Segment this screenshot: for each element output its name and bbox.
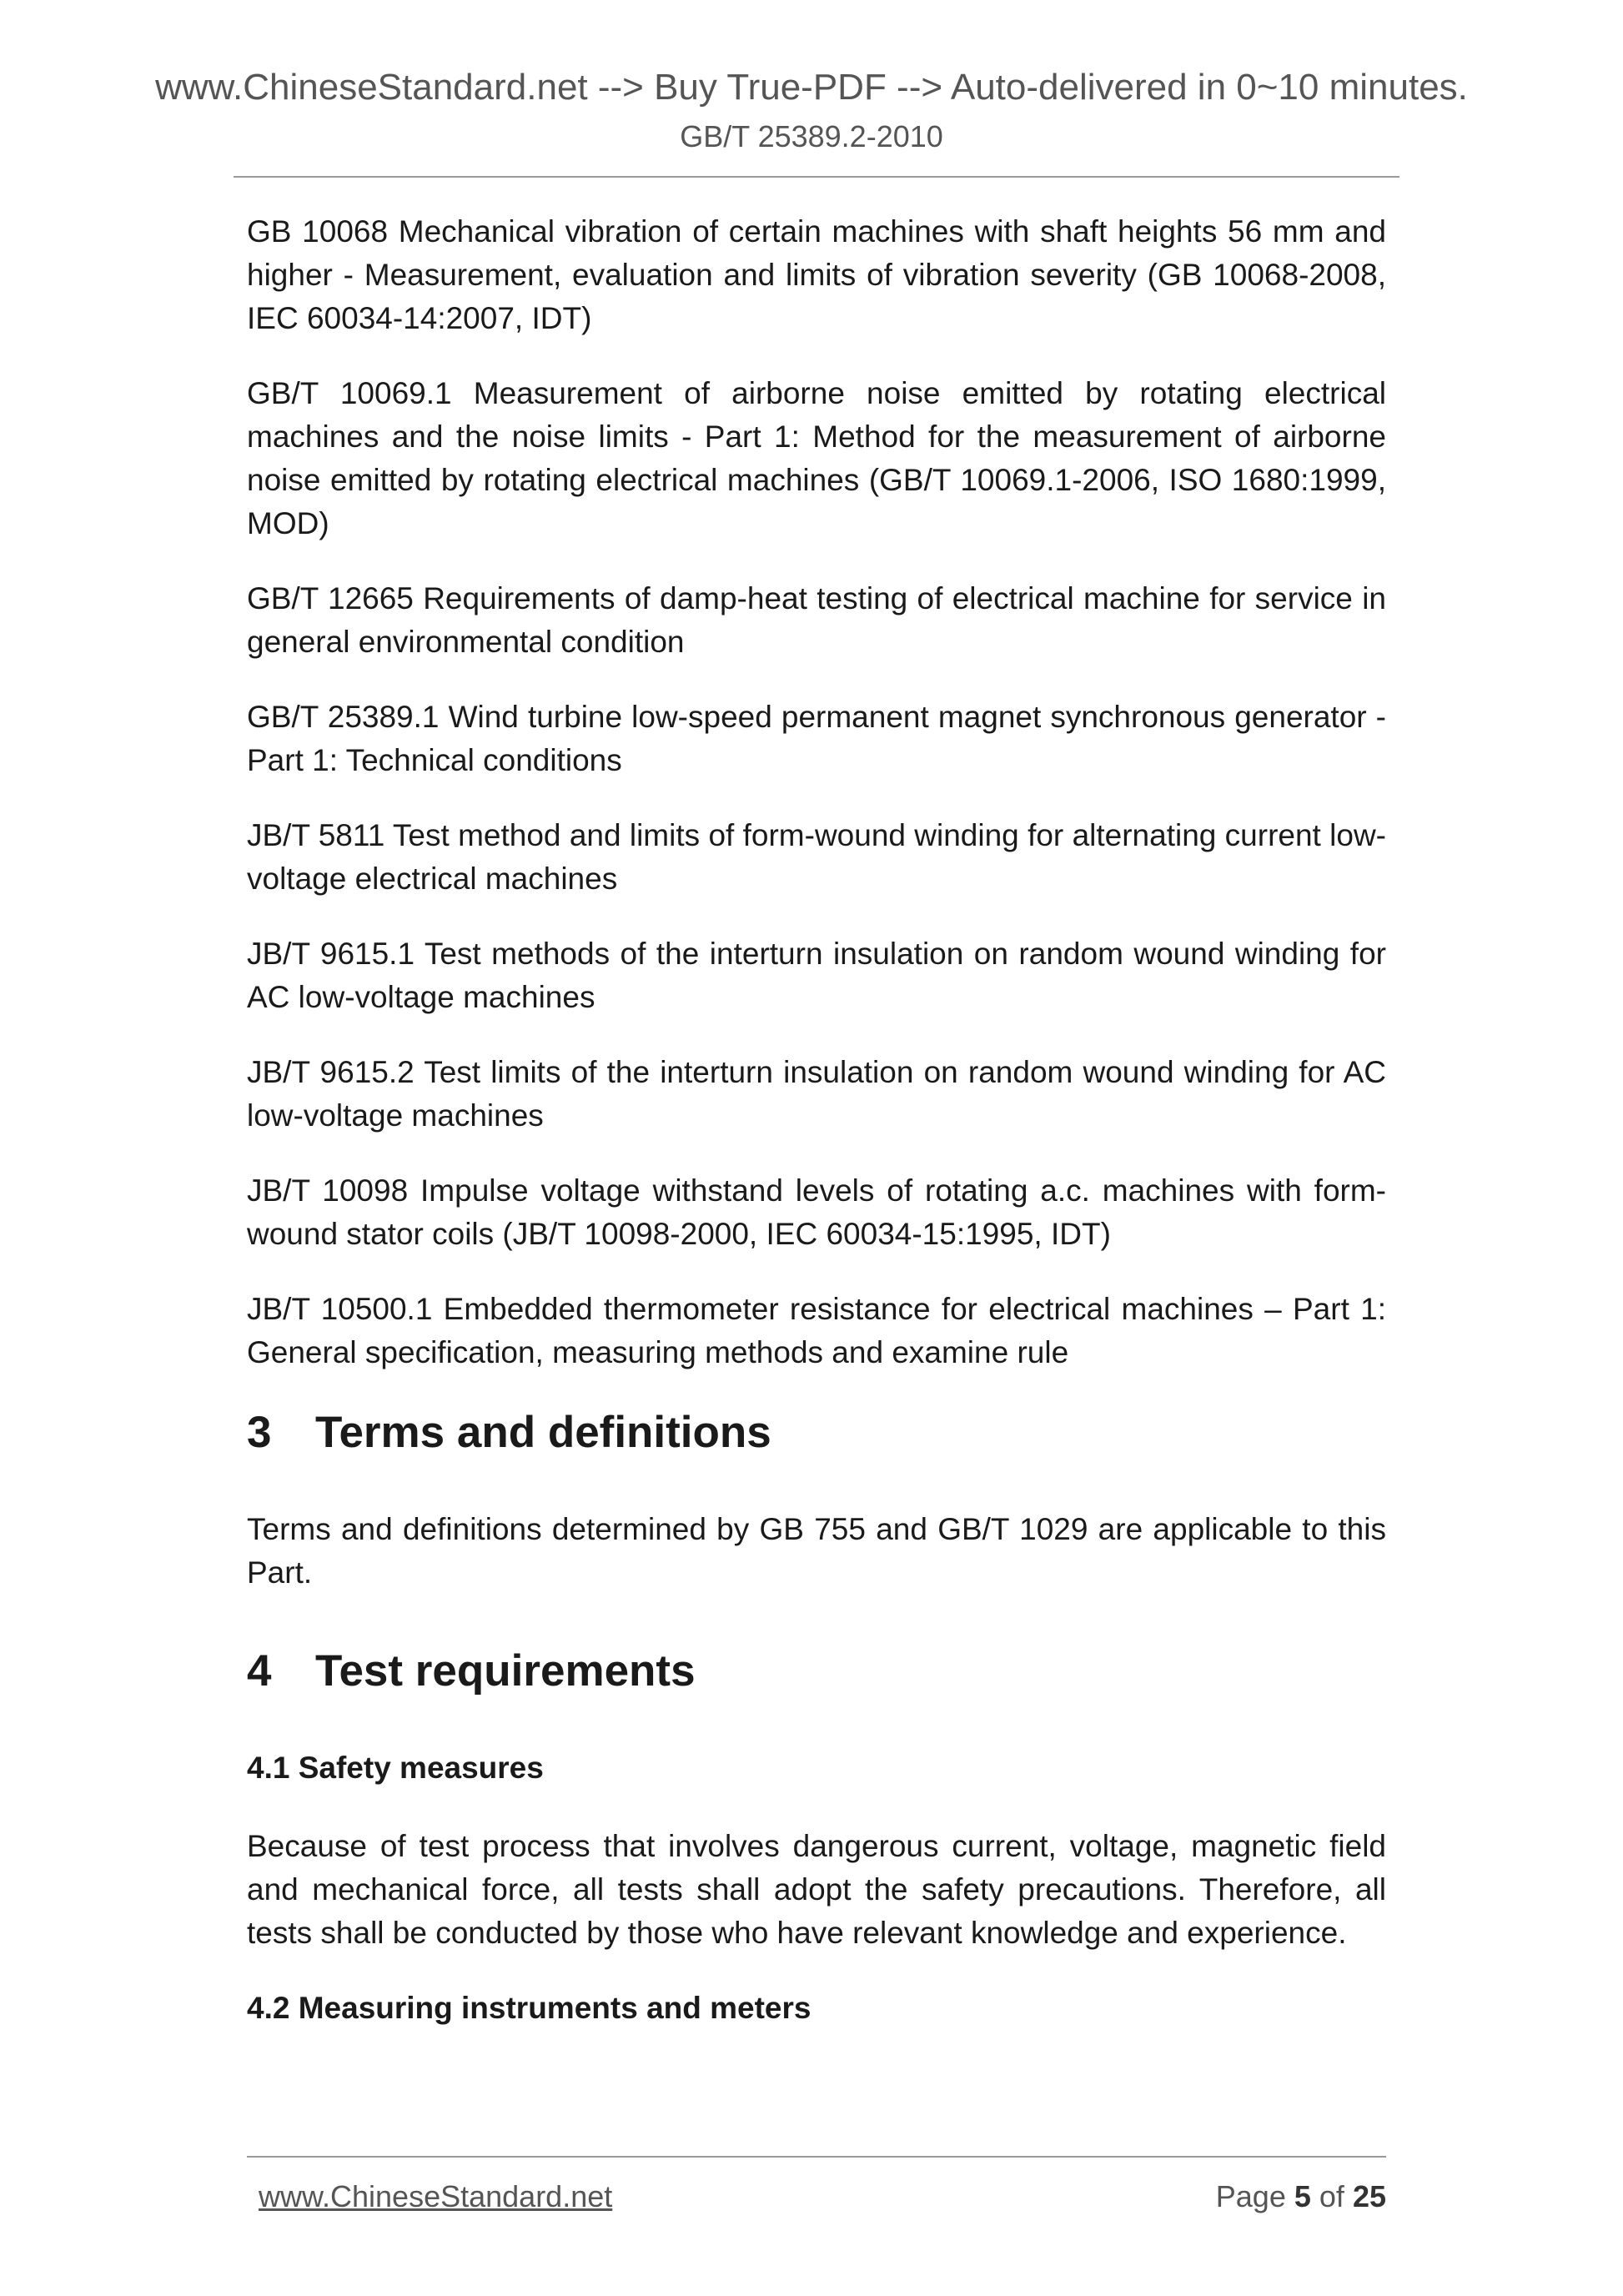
reference-item: GB/T 10069.1 Measurement of airborne noise emitted by rotating electrical machines and the noise limits - Part 1: Method for the measurement of airborne noise emitted by rotating electrical machines (GB/T 10069.1-2006, ISO 1680:1999, MOD) [247, 376, 1386, 540]
section-3-heading [247, 1406, 1386, 1459]
page-indicator [1216, 2178, 1386, 2215]
reference-item: JB/T 5811 Test method and limits of form-wound winding for alternating current low-voltage electrical machines [247, 818, 1386, 896]
footer-website-link[interactable]: www.ChineseStandard.net [259, 2179, 613, 2213]
page-current: 5 [1294, 2179, 1311, 2213]
page-total: 25 [1352, 2179, 1386, 2213]
header-divider [234, 176, 1399, 178]
section-title: Test requirements [315, 1646, 696, 1696]
section-number: 3 [247, 1408, 272, 1457]
section-title: Terms and definitions [315, 1408, 771, 1457]
reference-item: JB/T 10098 Impulse voltage withstand levels of rotating a.c. machines with form-wound stator coils (JB/T 10098-2000, IEC 60034-15:1995, IDT) [247, 1173, 1386, 1251]
subsection-4-2-heading: 4.2 Measuring instruments and meters [247, 1991, 812, 2025]
reference-item: JB/T 9615.1 Test methods of the interturn insulation on random wound winding for AC low-voltage machines [247, 937, 1386, 1014]
header-banner: www.ChineseStandard.net --> Buy True-PDF --> Auto-delivered in 0~10 minutes. [155, 67, 1468, 108]
section-4-heading [247, 1645, 1386, 1698]
page-word: Page [1215, 2179, 1286, 2213]
reference-item: JB/T 9615.2 Test limits of the interturn insulation on random wound winding for AC low-voltage machines [247, 1055, 1386, 1133]
reference-item: JB/T 10500.1 Embedded thermometer resistance for electrical machines – Part 1: General specification, measuring methods and examine rule [247, 1292, 1386, 1369]
subsection-4-1-body: Because of test process that involves dangerous current, voltage, magnetic field and mechanical force, all tests shall adopt the safety precautions. Therefore, all tests shall be conducted by those who have relevant knowledge and experience. [247, 1829, 1386, 1950]
reference-item: GB/T 25389.1 Wind turbine low-speed permanent magnet synchronous generator - Part 1: Technical conditions [247, 700, 1386, 777]
section-3-body: Terms and definitions determined by GB 755 and GB/T 1029 are applicable to this Part. [247, 1512, 1386, 1590]
section-number: 4 [247, 1646, 272, 1696]
footer-divider [247, 2156, 1386, 2158]
document-body [247, 210, 1386, 2065]
reference-item: GB 10068 Mechanical vibration of certain machines with shaft heights 56 mm and higher - Measurement, evaluation and limits of vibration severity (GB 10068-2008, IEC 60034-14:2007, IDT) [247, 214, 1386, 335]
page-of: of [1319, 2179, 1344, 2213]
subsection-4-1-heading: 4.1 Safety measures [247, 1751, 544, 1785]
reference-item: GB/T 12665 Requirements of damp-heat testing of electrical machine for service in general environmental condition [247, 581, 1386, 659]
document-number: GB/T 25389.2-2010 [680, 119, 943, 153]
